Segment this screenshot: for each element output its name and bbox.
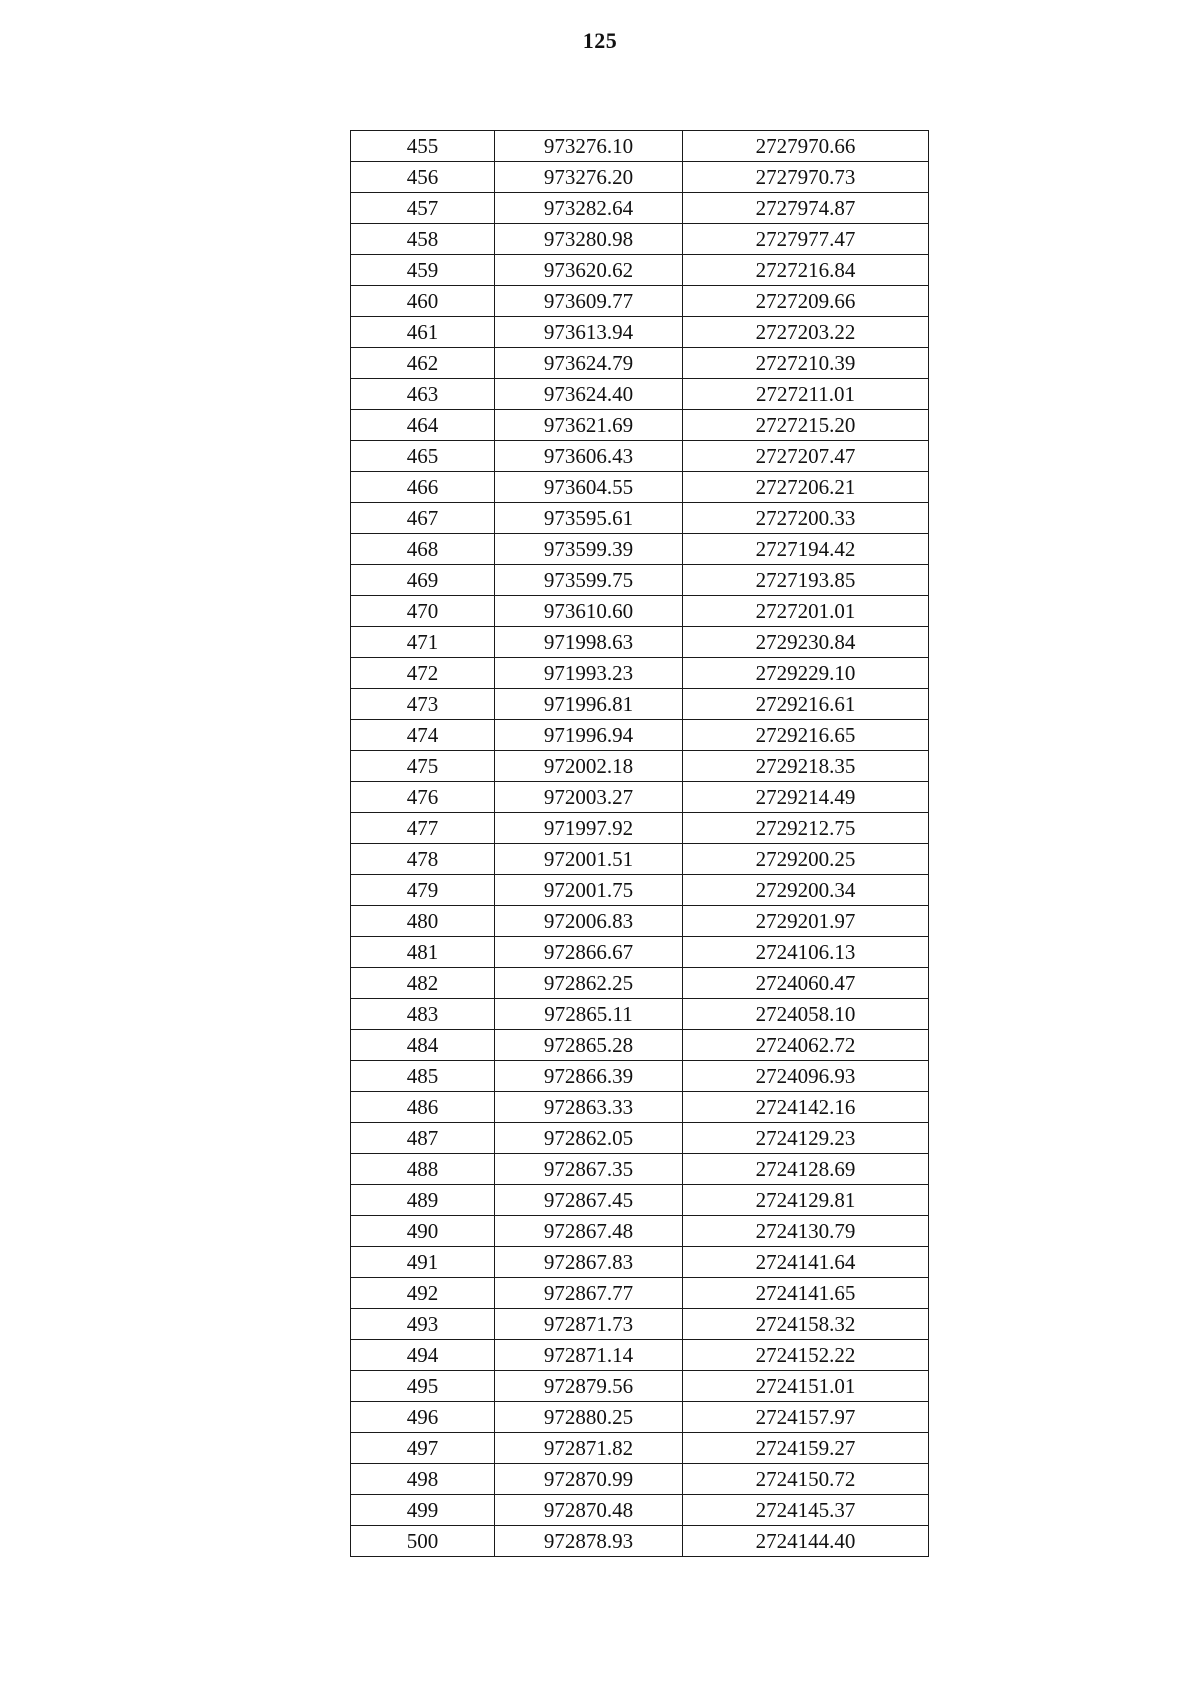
point-number-cell: 459 [351,255,495,286]
y-coordinate-cell: 2727970.66 [683,131,929,162]
table-row [351,1216,929,1247]
table-row [351,937,929,968]
y-coordinate-cell: 2727974.87 [683,193,929,224]
point-number-cell: 487 [351,1123,495,1154]
x-coordinate-cell: 973609.77 [495,286,683,317]
y-coordinate-cell: 2727200.33 [683,503,929,534]
y-coordinate-cell: 2729216.61 [683,689,929,720]
point-number-cell: 462 [351,348,495,379]
point-number-cell: 468 [351,534,495,565]
x-coordinate-cell: 973621.69 [495,410,683,441]
x-coordinate-cell: 972880.25 [495,1402,683,1433]
coordinates-table [350,130,929,1557]
table-row [351,1309,929,1340]
table-row [351,782,929,813]
x-coordinate-cell: 971998.63 [495,627,683,658]
table-row [351,875,929,906]
table-row [351,1278,929,1309]
point-number-cell: 498 [351,1464,495,1495]
point-number-cell: 480 [351,906,495,937]
y-coordinate-cell: 2727194.42 [683,534,929,565]
point-number-cell: 466 [351,472,495,503]
table-row [351,1402,929,1433]
point-number-cell: 482 [351,968,495,999]
table-row [351,193,929,224]
x-coordinate-cell: 972871.14 [495,1340,683,1371]
x-coordinate-cell: 972879.56 [495,1371,683,1402]
table-row [351,844,929,875]
x-coordinate-cell: 972878.93 [495,1526,683,1557]
table-row [351,1464,929,1495]
x-coordinate-cell: 973606.43 [495,441,683,472]
table-row [351,1526,929,1557]
y-coordinate-cell: 2724152.22 [683,1340,929,1371]
point-number-cell: 493 [351,1309,495,1340]
point-number-cell: 481 [351,937,495,968]
y-coordinate-cell: 2724129.81 [683,1185,929,1216]
table-row [351,131,929,162]
x-coordinate-cell: 972870.48 [495,1495,683,1526]
y-coordinate-cell: 2727216.84 [683,255,929,286]
table-row [351,1154,929,1185]
table-row [351,472,929,503]
x-coordinate-cell: 973604.55 [495,472,683,503]
table-row [351,596,929,627]
y-coordinate-cell: 2724159.27 [683,1433,929,1464]
y-coordinate-cell: 2729201.97 [683,906,929,937]
table-row [351,503,929,534]
table-row [351,441,929,472]
point-number-cell: 457 [351,193,495,224]
x-coordinate-cell: 973620.62 [495,255,683,286]
x-coordinate-cell: 972867.45 [495,1185,683,1216]
x-coordinate-cell: 972870.99 [495,1464,683,1495]
table-row [351,751,929,782]
y-coordinate-cell: 2724157.97 [683,1402,929,1433]
point-number-cell: 499 [351,1495,495,1526]
y-coordinate-cell: 2727203.22 [683,317,929,348]
point-number-cell: 492 [351,1278,495,1309]
point-number-cell: 473 [351,689,495,720]
table-row [351,1185,929,1216]
point-number-cell: 491 [351,1247,495,1278]
table-row [351,689,929,720]
table-row [351,813,929,844]
y-coordinate-cell: 2727201.01 [683,596,929,627]
point-number-cell: 465 [351,441,495,472]
x-coordinate-cell: 972001.75 [495,875,683,906]
point-number-cell: 486 [351,1092,495,1123]
table-row [351,1061,929,1092]
point-number-cell: 500 [351,1526,495,1557]
table-row [351,1371,929,1402]
table-row [351,968,929,999]
y-coordinate-cell: 2724128.69 [683,1154,929,1185]
point-number-cell: 476 [351,782,495,813]
y-coordinate-cell: 2729229.10 [683,658,929,689]
table-row [351,627,929,658]
y-coordinate-cell: 2724144.40 [683,1526,929,1557]
y-coordinate-cell: 2727977.47 [683,224,929,255]
y-coordinate-cell: 2727210.39 [683,348,929,379]
table-row [351,1030,929,1061]
y-coordinate-cell: 2729216.65 [683,720,929,751]
x-coordinate-cell: 973624.40 [495,379,683,410]
point-number-cell: 494 [351,1340,495,1371]
x-coordinate-cell: 971996.81 [495,689,683,720]
point-number-cell: 458 [351,224,495,255]
point-number-cell: 475 [351,751,495,782]
table-row [351,1340,929,1371]
x-coordinate-cell: 971993.23 [495,658,683,689]
x-coordinate-cell: 972871.73 [495,1309,683,1340]
x-coordinate-cell: 972863.33 [495,1092,683,1123]
y-coordinate-cell: 2724141.64 [683,1247,929,1278]
table-row [351,1247,929,1278]
point-number-cell: 496 [351,1402,495,1433]
table-row [351,720,929,751]
x-coordinate-cell: 973613.94 [495,317,683,348]
x-coordinate-cell: 972003.27 [495,782,683,813]
x-coordinate-cell: 973282.64 [495,193,683,224]
y-coordinate-cell: 2724145.37 [683,1495,929,1526]
point-number-cell: 471 [351,627,495,658]
y-coordinate-cell: 2729200.34 [683,875,929,906]
x-coordinate-cell: 972867.48 [495,1216,683,1247]
point-number-cell: 474 [351,720,495,751]
y-coordinate-cell: 2724058.10 [683,999,929,1030]
y-coordinate-cell: 2724141.65 [683,1278,929,1309]
y-coordinate-cell: 2727209.66 [683,286,929,317]
point-number-cell: 490 [351,1216,495,1247]
y-coordinate-cell: 2727215.20 [683,410,929,441]
point-number-cell: 479 [351,875,495,906]
x-coordinate-cell: 973276.10 [495,131,683,162]
x-coordinate-cell: 972862.05 [495,1123,683,1154]
point-number-cell: 484 [351,1030,495,1061]
coordinates-table-body [351,131,929,1557]
y-coordinate-cell: 2724142.16 [683,1092,929,1123]
y-coordinate-cell: 2727970.73 [683,162,929,193]
point-number-cell: 483 [351,999,495,1030]
point-number-cell: 472 [351,658,495,689]
x-coordinate-cell: 973610.60 [495,596,683,627]
table-row [351,565,929,596]
y-coordinate-cell: 2724060.47 [683,968,929,999]
x-coordinate-cell: 973599.39 [495,534,683,565]
y-coordinate-cell: 2729212.75 [683,813,929,844]
point-number-cell: 460 [351,286,495,317]
y-coordinate-cell: 2729200.25 [683,844,929,875]
point-number-cell: 489 [351,1185,495,1216]
x-coordinate-cell: 971997.92 [495,813,683,844]
x-coordinate-cell: 973624.79 [495,348,683,379]
y-coordinate-cell: 2724151.01 [683,1371,929,1402]
x-coordinate-cell: 973280.98 [495,224,683,255]
page-number: 125 [582,28,618,53]
table-row [351,224,929,255]
y-coordinate-cell: 2729214.49 [683,782,929,813]
x-coordinate-cell: 972866.39 [495,1061,683,1092]
y-coordinate-cell: 2724129.23 [683,1123,929,1154]
point-number-cell: 456 [351,162,495,193]
point-number-cell: 488 [351,1154,495,1185]
y-coordinate-cell: 2724158.32 [683,1309,929,1340]
table-row [351,658,929,689]
point-number-cell: 463 [351,379,495,410]
point-number-cell: 467 [351,503,495,534]
y-coordinate-cell: 2729218.35 [683,751,929,782]
table-row [351,410,929,441]
point-number-cell: 461 [351,317,495,348]
y-coordinate-cell: 2727193.85 [683,565,929,596]
x-coordinate-cell: 972867.35 [495,1154,683,1185]
x-coordinate-cell: 972862.25 [495,968,683,999]
x-coordinate-cell: 971996.94 [495,720,683,751]
y-coordinate-cell: 2727211.01 [683,379,929,410]
y-coordinate-cell: 2727207.47 [683,441,929,472]
x-coordinate-cell: 972867.83 [495,1247,683,1278]
table-row [351,999,929,1030]
x-coordinate-cell: 973599.75 [495,565,683,596]
table-row [351,906,929,937]
table-row [351,379,929,410]
y-coordinate-cell: 2727206.21 [683,472,929,503]
table-row [351,255,929,286]
x-coordinate-cell: 972002.18 [495,751,683,782]
point-number-cell: 470 [351,596,495,627]
table-row [351,1092,929,1123]
x-coordinate-cell: 972866.67 [495,937,683,968]
x-coordinate-cell: 972001.51 [495,844,683,875]
x-coordinate-cell: 973276.20 [495,162,683,193]
x-coordinate-cell: 972867.77 [495,1278,683,1309]
x-coordinate-cell: 972871.82 [495,1433,683,1464]
table-row [351,1123,929,1154]
table-row [351,286,929,317]
point-number-cell: 477 [351,813,495,844]
point-number-cell: 455 [351,131,495,162]
table-row [351,1433,929,1464]
point-number-cell: 469 [351,565,495,596]
point-number-cell: 464 [351,410,495,441]
y-coordinate-cell: 2724150.72 [683,1464,929,1495]
y-coordinate-cell: 2724130.79 [683,1216,929,1247]
table-row [351,1495,929,1526]
y-coordinate-cell: 2724106.13 [683,937,929,968]
point-number-cell: 485 [351,1061,495,1092]
x-coordinate-cell: 973595.61 [495,503,683,534]
table-row [351,534,929,565]
y-coordinate-cell: 2724096.93 [683,1061,929,1092]
point-number-cell: 478 [351,844,495,875]
x-coordinate-cell: 972006.83 [495,906,683,937]
point-number-cell: 497 [351,1433,495,1464]
y-coordinate-cell: 2729230.84 [683,627,929,658]
table-row [351,162,929,193]
x-coordinate-cell: 972865.11 [495,999,683,1030]
x-coordinate-cell: 972865.28 [495,1030,683,1061]
y-coordinate-cell: 2724062.72 [683,1030,929,1061]
point-number-cell: 495 [351,1371,495,1402]
table-row [351,317,929,348]
table-row [351,348,929,379]
